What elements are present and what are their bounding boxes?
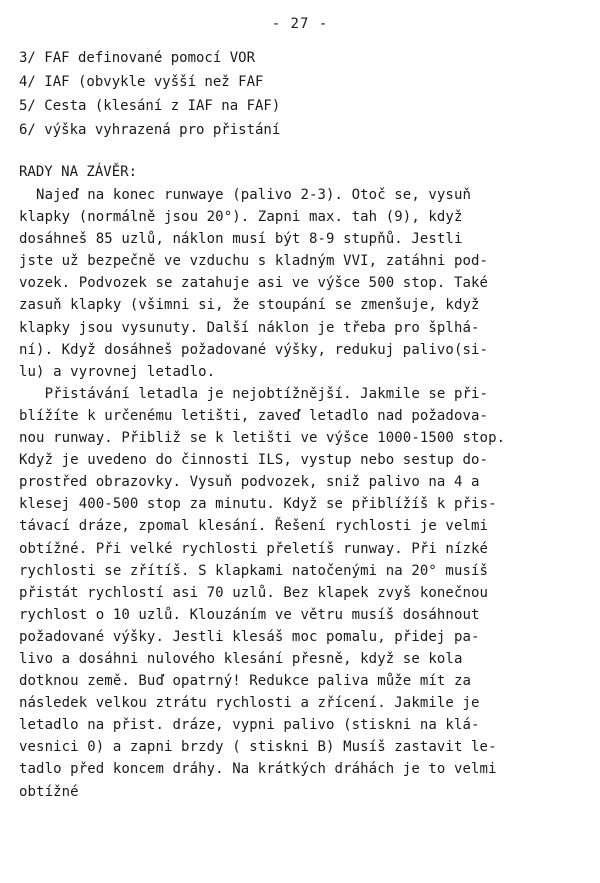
text-line: Když je uvedeno do činnosti ILS, vystup nebo sestup do-: [19, 452, 489, 469]
text-line: klapky jsou vysunuty. Další náklon je třeba pro šplhá-: [19, 319, 480, 336]
text-line: Přistávání letadla je nejobtížnější. Jakmile se při-: [19, 385, 489, 402]
text-line: vozek. Podvozek se zatahuje asi ve výšce 500 stop. Také: [19, 275, 489, 292]
text-line: požadované výšky. Jestli klesáš moc pomalu, přidej pa-: [19, 628, 480, 645]
text-line: následek velkou ztrátu rychlosti a zřícení. Jakmile je: [19, 695, 480, 712]
text-line: távací dráze, zpomal klesání. Řešení rychlosti je velmi: [19, 518, 489, 535]
text-line: dotknou země. Buď opatrný! Redukce paliva může mít za: [19, 673, 472, 690]
text-line: prostřed obrazovky. Vysuň podvozek, sniž palivo na 4 a: [19, 474, 480, 491]
text-line: klapky (normálně jsou 20°). Zapni max. tah (9), když: [19, 209, 463, 226]
list-item: 6/ výška vyhrazená pro přistání: [19, 122, 281, 138]
text-line: jste už bezpečně ve vzduchu s kladným VVI, zatáhni pod-: [19, 253, 489, 270]
text-line: nou runway. Přibliž se k letišti ve výšce 1000-1500 stop.: [19, 430, 506, 447]
section-heading: RADY NA ZÁVĚR:: [19, 164, 138, 180]
text-line: Najeď na konec runwaye (palivo 2-3). Otoč se, vysuň: [19, 187, 472, 203]
text-line: letadlo na přist. dráze, vypni palivo (stiskni na klá-: [19, 717, 480, 734]
list-item: 4/ IAF (obvykle vyšší než FAF: [19, 74, 264, 90]
text-line: obtížné. Při velké rychlosti přeletíš runway. Při nízké: [19, 540, 489, 557]
text-line: dosáhneš 85 uzlů, náklon musí být 8-9 stupňů. Jestli: [19, 231, 463, 248]
text-line: přistát rychlostí asi 70 uzlů. Bez klapek zvyš konečnou: [19, 584, 489, 601]
text-line: vesnici 0) a zapni brzdy ( stiskni B) Musíš zastavit le-: [19, 739, 497, 756]
list-item: 5/ Cesta (klesání z IAF na FAF): [19, 98, 281, 114]
list-item: 3/ FAF definované pomocí VOR: [19, 50, 256, 66]
text-line: blížíte k určenému letišti, zaveď letadlo nad požadova-: [19, 407, 489, 424]
text-line: ní). Když dosáhneš požadované výšky, redukuj palivo(si-: [19, 341, 489, 358]
text-line: klesej 400-500 stop za minutu. Když se přiblížíš k přis-: [19, 496, 497, 513]
text-line: livo a dosáhni nulového klesání přesně, když se kola: [19, 650, 463, 667]
text-line: rychlost o 10 uzlů. Klouzáním ve větru musíš dosáhnout: [19, 606, 480, 623]
text-line: rychlosti se zřítíš. S klapkami natočenými na 20° musíš: [19, 562, 489, 579]
text-line: zasuň klapky (všimni si, že stoupání se zmenšuje, když: [19, 297, 480, 314]
body-text: [19, 184, 591, 803]
text-line: lu) a vyrovnej letadlo.: [19, 363, 216, 380]
numbered-list: [19, 46, 280, 142]
text-line: obtížné: [19, 783, 79, 800]
page-number: - 27 -: [271, 16, 329, 32]
text-line: tadlo před koncem dráhy. Na krátkých dráhách je to velmi: [19, 761, 497, 778]
